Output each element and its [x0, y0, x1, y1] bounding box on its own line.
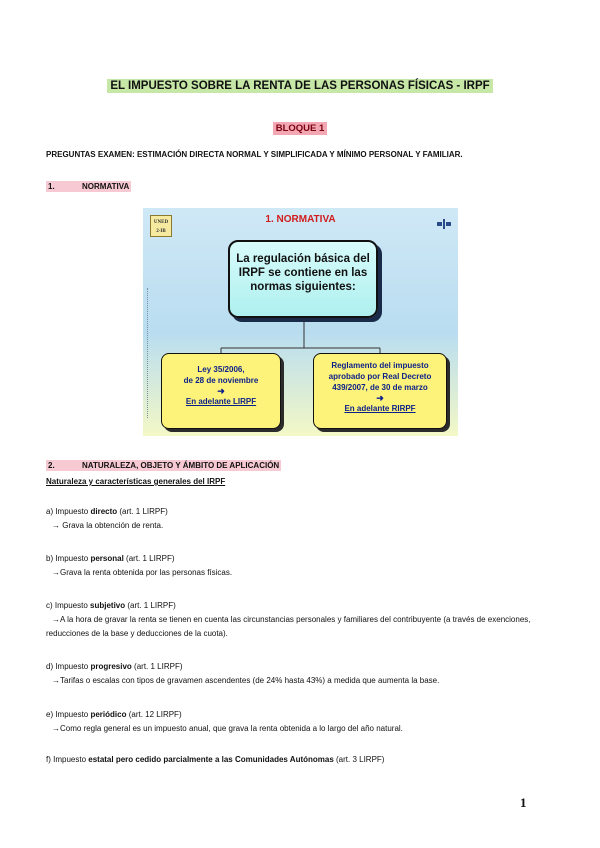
normativa-slide-image	[143, 208, 458, 436]
document-title	[0, 76, 600, 94]
item-prefix: a) Impuesto	[46, 507, 91, 516]
subsection-heading: Naturaleza y características generales del IRPF	[46, 477, 226, 486]
item-description: →A la hora de gravar la renta se tienen en cuenta las circunstancias personales y familiares del contribuyente (a través de exenciones, reducciones de la base y deducciones de la cuota).	[46, 615, 531, 638]
item-description: →Grava la renta obtenida por las personas físicas.	[52, 568, 233, 577]
section-label: NORMATIVA	[82, 182, 130, 191]
ley-abbrev: En adelante LIRPF	[185, 397, 257, 406]
page-number: 1	[520, 795, 527, 810]
item-prefix: b) Impuesto	[46, 554, 91, 563]
reglamento-abbrev: En adelante RIRPF	[344, 404, 416, 413]
list-item	[46, 599, 566, 641]
item-suffix: (art. 12 LIRPF)	[126, 710, 182, 719]
list-item	[46, 753, 566, 767]
ley-line-1: Ley 35/2006,	[197, 365, 245, 374]
list-item	[46, 660, 566, 688]
down-arrow-icon: ➜	[376, 393, 384, 403]
item-prefix: d) Impuesto	[46, 662, 91, 671]
reglamento-box	[313, 353, 447, 429]
ley-box	[161, 353, 281, 429]
item-keyword: directo	[90, 507, 118, 516]
section-label: NATURALEZA, OBJETO Y ÁMBITO DE APLICACIÓN	[82, 461, 280, 470]
bloque-heading	[0, 118, 600, 136]
main-regulation-box: La regulación básica del IRPF se contiene en las normas siguientes:	[228, 240, 378, 318]
item-keyword: personal	[90, 554, 124, 563]
item-prefix: f) Impuesto	[46, 755, 89, 764]
document-title-text: EL IMPUESTO SOBRE LA RENTA DE LAS PERSONAS FÍSICAS - IRPF	[107, 79, 492, 93]
item-description: →Como regla general es un impuesto anual, que grava la renta obtenida a lo largo del año natural.	[52, 724, 403, 733]
section-number: 2.	[48, 461, 55, 470]
item-suffix: (art. 1 LIRPF)	[117, 507, 168, 516]
down-arrow-icon: ➜	[217, 386, 225, 396]
list-item	[46, 505, 566, 533]
item-suffix: (art. 1 LIRPF)	[123, 554, 175, 563]
item-prefix: c) Impuesto	[46, 601, 91, 610]
section-heading-naturaleza	[46, 460, 281, 471]
item-keyword: subjetivo	[90, 601, 126, 610]
exam-questions-heading: PREGUNTAS EXAMEN: ESTIMACIÓN DIRECTA NORMAL Y SIMPLIFICADA Y MÍNIMO PERSONAL Y FAMILIAR.	[46, 150, 463, 159]
item-keyword: progresivo	[90, 662, 132, 671]
item-suffix: (art. 1 LIRPF)	[131, 662, 183, 671]
item-description: → Grava la obtención de renta.	[52, 521, 164, 530]
item-prefix: e) Impuesto	[46, 710, 91, 719]
item-keyword: periódico	[90, 710, 127, 719]
section-heading-normativa	[46, 181, 131, 192]
section-number: 1.	[48, 182, 55, 191]
slide-title: 1. NORMATIVA	[265, 214, 336, 225]
item-suffix: (art. 1 LIRPF)	[125, 601, 176, 610]
ley-line-2: de 28 de noviembre	[183, 376, 259, 385]
badge-line-1: UNED	[153, 220, 169, 225]
bloque-heading-text: BLOQUE 1	[273, 122, 328, 135]
item-keyword: estatal pero cedido parcialmente a las Comunidades Autónomas	[88, 755, 334, 764]
list-item	[46, 708, 566, 736]
badge-line-2: 2-IB	[156, 229, 166, 234]
item-description: →Tarifas o escalas con tipos de gravamen ascendentes (de 24% hasta 43%) a medida que aumenta la base.	[52, 676, 440, 685]
reglamento-text: Reglamento del impuesto aprobado por Real Decreto 439/2007, de 30 de marzo	[328, 361, 432, 392]
list-item	[46, 552, 566, 580]
item-suffix: (art. 3 LIRPF)	[333, 755, 385, 764]
